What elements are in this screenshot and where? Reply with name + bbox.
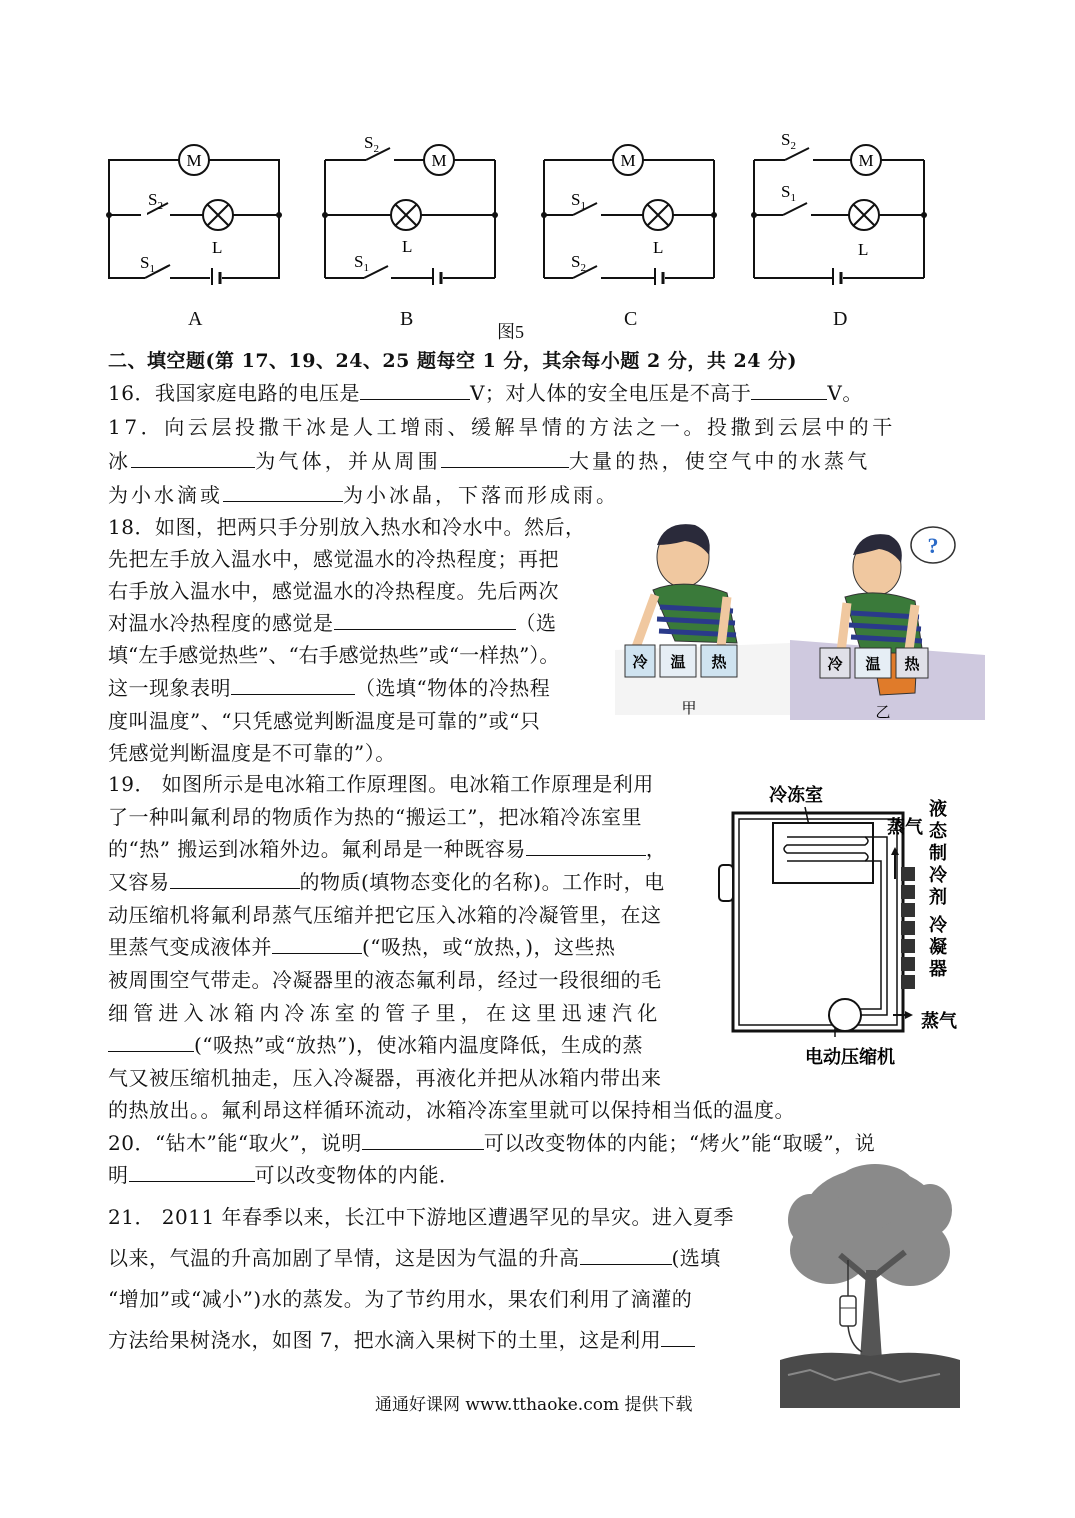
svg-text:电动压缩机: 电动压缩机 [805, 1047, 895, 1067]
svg-text:蒸气: 蒸气 [921, 1011, 957, 1031]
svg-text:制: 制 [929, 843, 947, 863]
question-19-line9: (“吸热”或“放热”)，使冰箱内温度降低，生成的蒸 [108, 1030, 643, 1060]
question-19-line5: 动压缩机将氟利昂蒸气压缩并把它压入冰箱的冷凝管里，在这 [108, 903, 662, 927]
question-19-line7: 被周围空气带走。冷凝器里的液态氟利昂，经过一段很细的毛 [108, 968, 662, 992]
answer-blank[interactable] [360, 381, 470, 400]
answer-blank[interactable] [334, 611, 516, 630]
svg-text:L: L [858, 240, 869, 259]
question-21-line4: 方法给果树浇水，如图 7，把水滴入果树下的土里，这是利用 [108, 1325, 695, 1355]
motor-symbol: M [186, 151, 202, 170]
circuit-a-diagram [100, 135, 290, 285]
svg-text:S2: $S_2$ [364, 133, 379, 155]
answer-blank[interactable] [129, 1163, 255, 1182]
question-21-line1: 21． 2011 年春季以来，长江中下游地区遭遇罕见的旱灾。进入夏季 [108, 1205, 735, 1229]
question-18-line3: 右手放入温水中，感觉温水的冷热程度。先后两次 [108, 579, 559, 603]
svg-text:S1: $S_1$ [571, 190, 586, 212]
answer-blank[interactable] [272, 935, 362, 954]
refrigerator-diagram [715, 775, 975, 1075]
answer-blank[interactable] [170, 870, 300, 889]
svg-text:M: M [858, 151, 874, 170]
hand-temperature-figure [615, 515, 985, 725]
switch-s1-label: $S_1$ [140, 253, 155, 275]
section-title: 二、填空题(第 17、19、24、25 题每空 1 分，其余每小题 2 分，共 24 分) [108, 350, 798, 372]
question-16: 16．我国家庭电路的电压是 V；对人体的安全电压是不高于 V。 [108, 381, 863, 405]
question-18-line8: 凭感觉判断温度是不可靠的”）。 [108, 741, 396, 765]
question-20-line2: 明 可以改变物体的内能． [108, 1163, 460, 1187]
svg-text:热: 热 [711, 655, 727, 671]
circuit-d-label: D [833, 308, 848, 330]
question-18-line4: 对温水冷热程度的感觉是 （选 [108, 611, 557, 635]
circuit-d-diagram [745, 125, 935, 285]
drip-irrigation-tree-figure [780, 1160, 960, 1410]
svg-text:液: 液 [929, 799, 947, 819]
svg-text:温: 温 [670, 655, 686, 671]
question-18-line7: 度叫温度”、“只凭感觉判断温度是可靠的”或“只 [108, 709, 541, 733]
boy-figure-left [635, 524, 737, 655]
svg-text:热: 热 [904, 657, 920, 673]
answer-blank[interactable] [108, 1033, 194, 1052]
svg-text:凝: 凝 [929, 937, 947, 957]
question-17-line3: 为小水滴或 为小冰晶，下落而形成雨。 [108, 483, 619, 507]
svg-text:冷冻室: 冷冻室 [769, 785, 823, 805]
svg-text:M: M [620, 151, 636, 170]
svg-text:L: L [402, 237, 413, 256]
svg-text:器: 器 [929, 959, 947, 979]
footer-text: 通通好课网 www.tthaoke.com 提供下载 [375, 1395, 693, 1415]
question-21-line2: 以来，气温的升高加剧了旱情，这是因为气温的升高 (选填 [108, 1246, 721, 1270]
svg-text:温: 温 [865, 657, 881, 673]
question-18-line1: 18．如图，把两只手分别放入热水和冷水中。然后， [108, 515, 586, 539]
question-18-line5: 填“左手感觉热些”、“右手感觉热些”或“一样热”）。 [108, 643, 560, 667]
circuit-b-label: B [400, 308, 414, 330]
question-19-line4: 又容易 的物质(填物态变化的名称)。工作时，电 [108, 870, 665, 894]
answer-blank[interactable] [223, 483, 343, 502]
svg-text:M: M [431, 151, 447, 170]
question-18-line6: 这一现象表明 （选填“物体的冷热程 [108, 676, 551, 700]
question-19-line8: 细管进入冰箱内冷冻室的管子里，在这里迅速汽化 [108, 1001, 663, 1025]
circuit-b-diagram [316, 130, 506, 285]
question-19-line10: 气又被压缩机抽走，压入冷凝器，再液化并把从冰箱内带出来 [108, 1066, 662, 1090]
question-20-line1: 20．“钻木”能“取火”，说明 可以改变物体的内能；“烤火”能“取暖”，说 [108, 1131, 876, 1155]
answer-blank[interactable] [751, 381, 827, 400]
svg-text:S1: $S_1$ [354, 252, 369, 274]
svg-text:冷: 冷 [632, 655, 648, 671]
figure-label-yi: 乙 [875, 705, 891, 721]
answer-blank[interactable] [362, 1131, 484, 1150]
circuit-c-diagram [535, 135, 725, 285]
answer-blank[interactable] [580, 1246, 672, 1265]
svg-text:冷: 冷 [929, 915, 947, 935]
question-18-line2: 先把左手放入温水中，感觉温水的冷热程度；再把 [108, 547, 559, 571]
circuit-a-label: A [188, 308, 203, 330]
svg-text:冷: 冷 [929, 865, 947, 885]
svg-text:剂: 剂 [929, 887, 947, 907]
svg-text:S2: $S_2$ [781, 130, 796, 152]
answer-blank[interactable] [441, 449, 569, 468]
svg-text:态: 态 [929, 821, 947, 841]
answer-blank[interactable] [526, 837, 646, 856]
svg-text:S1: $S_1$ [781, 182, 796, 204]
question-19-line6: 里蒸气变成液体并 (“吸热，或“放热，)，这些热 [108, 935, 616, 959]
figure5-caption: 图5 [497, 322, 524, 342]
question-19-line1: 19． 如图所示是电冰箱工作原理图。电冰箱工作原理是利用 [108, 772, 654, 796]
answer-blank[interactable] [231, 676, 355, 695]
circuit-c-label: C [624, 308, 638, 330]
svg-text:L: L [653, 238, 664, 257]
question-19-line2: 了一种叫氟利昂的物质作为热的“搬运工”，把冰箱冷冻室里 [108, 805, 642, 829]
figure-label-jia: 甲 [681, 701, 697, 717]
svg-text:S2: $S_2$ [571, 252, 586, 274]
question-19-line3: 的“热” 搬运到冰箱外边。氟利昂是一种既容易 ， [108, 837, 667, 861]
switch-s2-label: $S_2$ [148, 190, 163, 212]
question-bubble: ? [927, 533, 939, 558]
answer-blank[interactable] [661, 1328, 695, 1347]
answer-blank[interactable] [131, 449, 255, 468]
question-21-line3: “增加”或“减小”)水的蒸发。为了节约用水，果农们利用了滴灌的 [108, 1287, 693, 1311]
lamp-symbol: L [212, 238, 223, 257]
question-17-line2: 冰 为气体，并从周围 大量的热，使空气中的水蒸气 [108, 449, 871, 473]
svg-text:冷: 冷 [827, 657, 843, 673]
question-19-line11: 的热放出。。氟利昂这样循环流动，冰箱冷冻室里就可以保持相当低的温度。 [108, 1098, 795, 1122]
question-17-line1: 17．向云层投撒干冰是人工增雨、缓解旱情的方法之一。投撒到云层中的干 [108, 415, 896, 439]
svg-text:蒸气: 蒸气 [887, 817, 923, 837]
